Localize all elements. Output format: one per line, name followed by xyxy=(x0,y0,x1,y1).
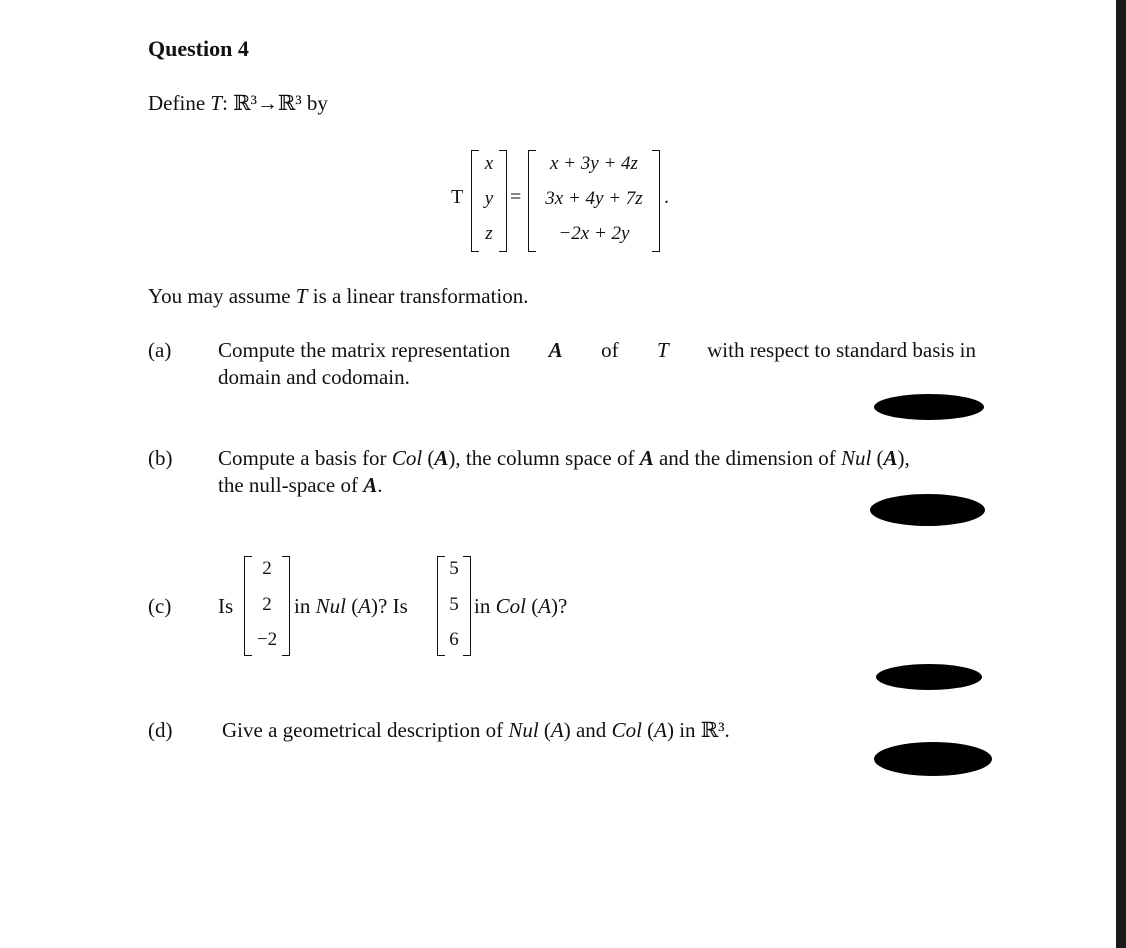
input-entry: x xyxy=(484,153,494,174)
redaction-mark xyxy=(876,664,982,690)
transform-symbol: T xyxy=(451,186,464,208)
input-vector xyxy=(471,150,507,252)
vector-2-entry: 5 xyxy=(449,594,459,615)
window-edge xyxy=(1116,0,1126,948)
output-vector xyxy=(528,150,660,252)
vector-1-entry: −2 xyxy=(256,629,278,650)
assumption-line: You may assume T is a linear transformation. xyxy=(148,284,529,308)
part-c-is-1: Is xyxy=(218,594,234,618)
part-b-label: (b) xyxy=(148,446,173,470)
vector-1-entry: 2 xyxy=(262,558,272,579)
part-c-label: (c) xyxy=(148,594,172,618)
vector-1 xyxy=(244,556,290,656)
input-entry: z xyxy=(485,223,493,244)
part-d-text: Give a geometrical description of Nul (A) and Col (A) in ℝ³. xyxy=(222,718,730,742)
vector-2 xyxy=(437,556,471,656)
equation-period: . xyxy=(664,186,669,208)
equals-sign: = xyxy=(510,186,522,208)
output-entry: −2x + 2y xyxy=(558,223,630,244)
redaction-mark xyxy=(874,742,992,776)
vector-2-entry: 6 xyxy=(449,629,459,650)
output-entry: 3x + 4y + 7z xyxy=(545,188,643,209)
part-a-line2: domain and codomain. xyxy=(218,365,410,389)
part-c-end: in Col (A)? xyxy=(474,594,568,618)
part-a-line1: Compute the matrix representation A of T with respect to standard basis in xyxy=(218,338,976,362)
part-b-line2: the null-space of A. xyxy=(218,473,383,497)
output-entry: x + 3y + 4z xyxy=(550,153,638,174)
input-entry: y xyxy=(484,188,494,209)
part-c-middle: in Nul (A)? Is xyxy=(294,594,408,618)
vector-2-entry: 5 xyxy=(449,558,459,579)
question-title: Question 4 xyxy=(148,36,249,61)
redaction-mark xyxy=(874,394,984,420)
part-b-line1: Compute a basis for Col (A), the column space of A and the dimension of Nul (A), xyxy=(218,446,910,470)
part-a-label: (a) xyxy=(148,338,172,362)
vector-1-entry: 2 xyxy=(262,594,272,615)
redaction-mark xyxy=(870,494,985,526)
definition-line: Define T: ℝ³→ℝ³ by xyxy=(148,91,328,115)
part-d-label: (d) xyxy=(148,718,173,742)
